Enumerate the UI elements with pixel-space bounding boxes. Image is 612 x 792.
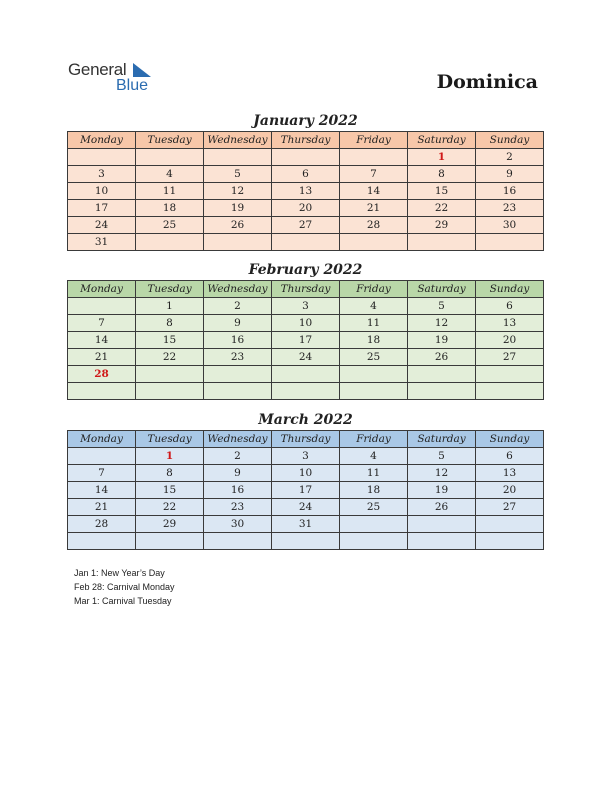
day-cell: 13 [272,183,340,200]
week-row [68,298,544,315]
day-cell: 22 [136,349,204,366]
day-cell: 22 [136,499,204,516]
week-row [68,315,544,332]
day-cell: 1 [136,298,204,315]
calendar-table [67,280,544,400]
day-cell: 6 [476,298,544,315]
day-cell: 8 [408,166,476,183]
weekday-header: Sunday [476,132,544,149]
day-cell [476,366,544,383]
logo-text-general: General [68,60,127,79]
day-cell: 9 [204,315,272,332]
weekday-header: Monday [68,431,136,448]
day-cell: 18 [340,482,408,499]
week-row [68,366,544,383]
weekday-header: Friday [340,132,408,149]
logo-text-blue: Blue [116,77,149,94]
day-cell: 30 [204,516,272,533]
day-cell: 15 [136,332,204,349]
day-cell [408,533,476,550]
weekday-header: Sunday [476,281,544,298]
month-january [67,111,544,251]
day-cell [476,533,544,550]
day-cell: 6 [272,166,340,183]
day-cell: 7 [68,315,136,332]
month-title: March 2022 [258,412,353,428]
day-cell: 3 [68,166,136,183]
week-row [68,234,544,251]
day-cell: 4 [340,298,408,315]
day-cell: 23 [204,349,272,366]
day-cell: 18 [340,332,408,349]
day-cell: 5 [204,166,272,183]
day-cell: 11 [340,465,408,482]
day-cell [340,516,408,533]
day-cell [136,533,204,550]
month-title: February 2022 [248,262,363,278]
day-cell [340,533,408,550]
day-cell: 12 [408,315,476,332]
holiday-notes [74,566,175,608]
day-cell: 19 [408,482,476,499]
weekday-header: Sunday [476,431,544,448]
day-cell [204,533,272,550]
day-cell: 15 [408,183,476,200]
day-cell: 16 [204,482,272,499]
day-cell: 9 [476,166,544,183]
day-cell [272,366,340,383]
day-cell: 24 [272,349,340,366]
day-cell: 29 [408,217,476,234]
day-cell [204,149,272,166]
day-cell: 17 [272,332,340,349]
day-cell: 17 [272,482,340,499]
day-cell: 13 [476,315,544,332]
weekday-header: Friday [340,431,408,448]
weekday-header: Monday [68,132,136,149]
day-cell [68,448,136,465]
weekday-header: Wednesday [204,132,272,149]
day-cell: 7 [68,465,136,482]
day-cell: 2 [204,298,272,315]
day-cell: 9 [204,465,272,482]
day-cell: 24 [272,499,340,516]
day-cell: 12 [408,465,476,482]
day-cell: 7 [340,166,408,183]
day-cell: 27 [476,499,544,516]
day-cell: 24 [68,217,136,234]
week-row [68,448,544,465]
day-cell [476,383,544,400]
day-cell: 17 [68,200,136,217]
day-cell: 4 [340,448,408,465]
day-cell: 3 [272,298,340,315]
day-cell: 30 [476,217,544,234]
week-row [68,217,544,234]
day-cell [272,533,340,550]
week-row [68,465,544,482]
day-cell [272,149,340,166]
day-cell [136,366,204,383]
weekday-header: Wednesday [204,281,272,298]
day-cell [340,234,408,251]
day-cell: 11 [136,183,204,200]
day-cell: 1 [136,448,204,465]
calendar-table [67,430,544,550]
day-cell: 20 [272,200,340,217]
day-cell: 26 [408,349,476,366]
logo [68,60,168,96]
day-cell: 8 [136,465,204,482]
week-row [68,149,544,166]
day-cell: 6 [476,448,544,465]
week-row [68,200,544,217]
weekday-header: Tuesday [136,281,204,298]
day-cell [272,383,340,400]
day-cell [136,383,204,400]
day-cell: 28 [340,217,408,234]
day-cell: 11 [340,315,408,332]
weekday-header-row [68,431,544,448]
day-cell: 25 [340,499,408,516]
day-cell: 22 [408,200,476,217]
day-cell: 10 [272,465,340,482]
week-row [68,383,544,400]
weekday-header: Friday [340,281,408,298]
weekday-header: Tuesday [136,431,204,448]
holiday-note: Mar 1: Carnival Tuesday [74,596,172,606]
day-cell [408,234,476,251]
day-cell: 25 [136,217,204,234]
day-cell: 23 [476,200,544,217]
day-cell: 21 [340,200,408,217]
day-cell: 28 [68,366,136,383]
day-cell: 13 [476,465,544,482]
week-row [68,533,544,550]
day-cell: 15 [136,482,204,499]
day-cell: 5 [408,298,476,315]
day-cell: 2 [476,149,544,166]
weekday-header: Thursday [272,281,340,298]
day-cell: 14 [340,183,408,200]
day-cell: 16 [204,332,272,349]
weekday-header-row [68,281,544,298]
day-cell [204,366,272,383]
logo-flag-icon [133,63,153,77]
day-cell [408,516,476,533]
weekday-header: Tuesday [136,132,204,149]
week-row [68,332,544,349]
weekday-header: Saturday [408,431,476,448]
day-cell: 23 [204,499,272,516]
country-title: Dominica [436,71,538,93]
day-cell [204,234,272,251]
day-cell [408,366,476,383]
weekday-header: Wednesday [204,431,272,448]
day-cell [68,298,136,315]
month-march [67,410,544,550]
week-row [68,349,544,366]
week-row [68,166,544,183]
day-cell: 21 [68,499,136,516]
day-cell [340,383,408,400]
day-cell: 29 [136,516,204,533]
day-cell: 18 [136,200,204,217]
day-cell: 1 [408,149,476,166]
day-cell [408,383,476,400]
day-cell: 5 [408,448,476,465]
day-cell [476,516,544,533]
day-cell: 10 [68,183,136,200]
day-cell: 10 [272,315,340,332]
day-cell: 2 [204,448,272,465]
day-cell: 25 [340,349,408,366]
week-row [68,516,544,533]
weekday-header: Monday [68,281,136,298]
day-cell: 20 [476,332,544,349]
day-cell: 27 [476,349,544,366]
day-cell: 26 [408,499,476,516]
day-cell [204,383,272,400]
week-row [68,482,544,499]
weekday-header: Thursday [272,431,340,448]
week-row [68,183,544,200]
week-row [68,499,544,516]
weekday-header: Thursday [272,132,340,149]
day-cell [272,234,340,251]
weekday-header: Saturday [408,281,476,298]
month-february [67,260,544,400]
day-cell: 26 [204,217,272,234]
day-cell [68,383,136,400]
weekday-header: Saturday [408,132,476,149]
day-cell: 27 [272,217,340,234]
day-cell: 31 [272,516,340,533]
day-cell: 19 [204,200,272,217]
day-cell [340,366,408,383]
holiday-note: Feb 28: Carnival Monday [74,582,175,592]
day-cell: 12 [204,183,272,200]
month-title: January 2022 [253,113,358,129]
day-cell: 31 [68,234,136,251]
weekday-header-row [68,132,544,149]
day-cell: 8 [136,315,204,332]
day-cell: 4 [136,166,204,183]
day-cell: 3 [272,448,340,465]
day-cell: 20 [476,482,544,499]
day-cell: 14 [68,482,136,499]
day-cell: 14 [68,332,136,349]
day-cell: 28 [68,516,136,533]
day-cell [476,234,544,251]
day-cell [340,149,408,166]
holiday-note: Jan 1: New Year’s Day [74,568,165,578]
day-cell: 16 [476,183,544,200]
day-cell [136,149,204,166]
calendar-table [67,131,544,251]
day-cell [68,533,136,550]
day-cell: 21 [68,349,136,366]
day-cell [136,234,204,251]
day-cell: 19 [408,332,476,349]
day-cell [68,149,136,166]
